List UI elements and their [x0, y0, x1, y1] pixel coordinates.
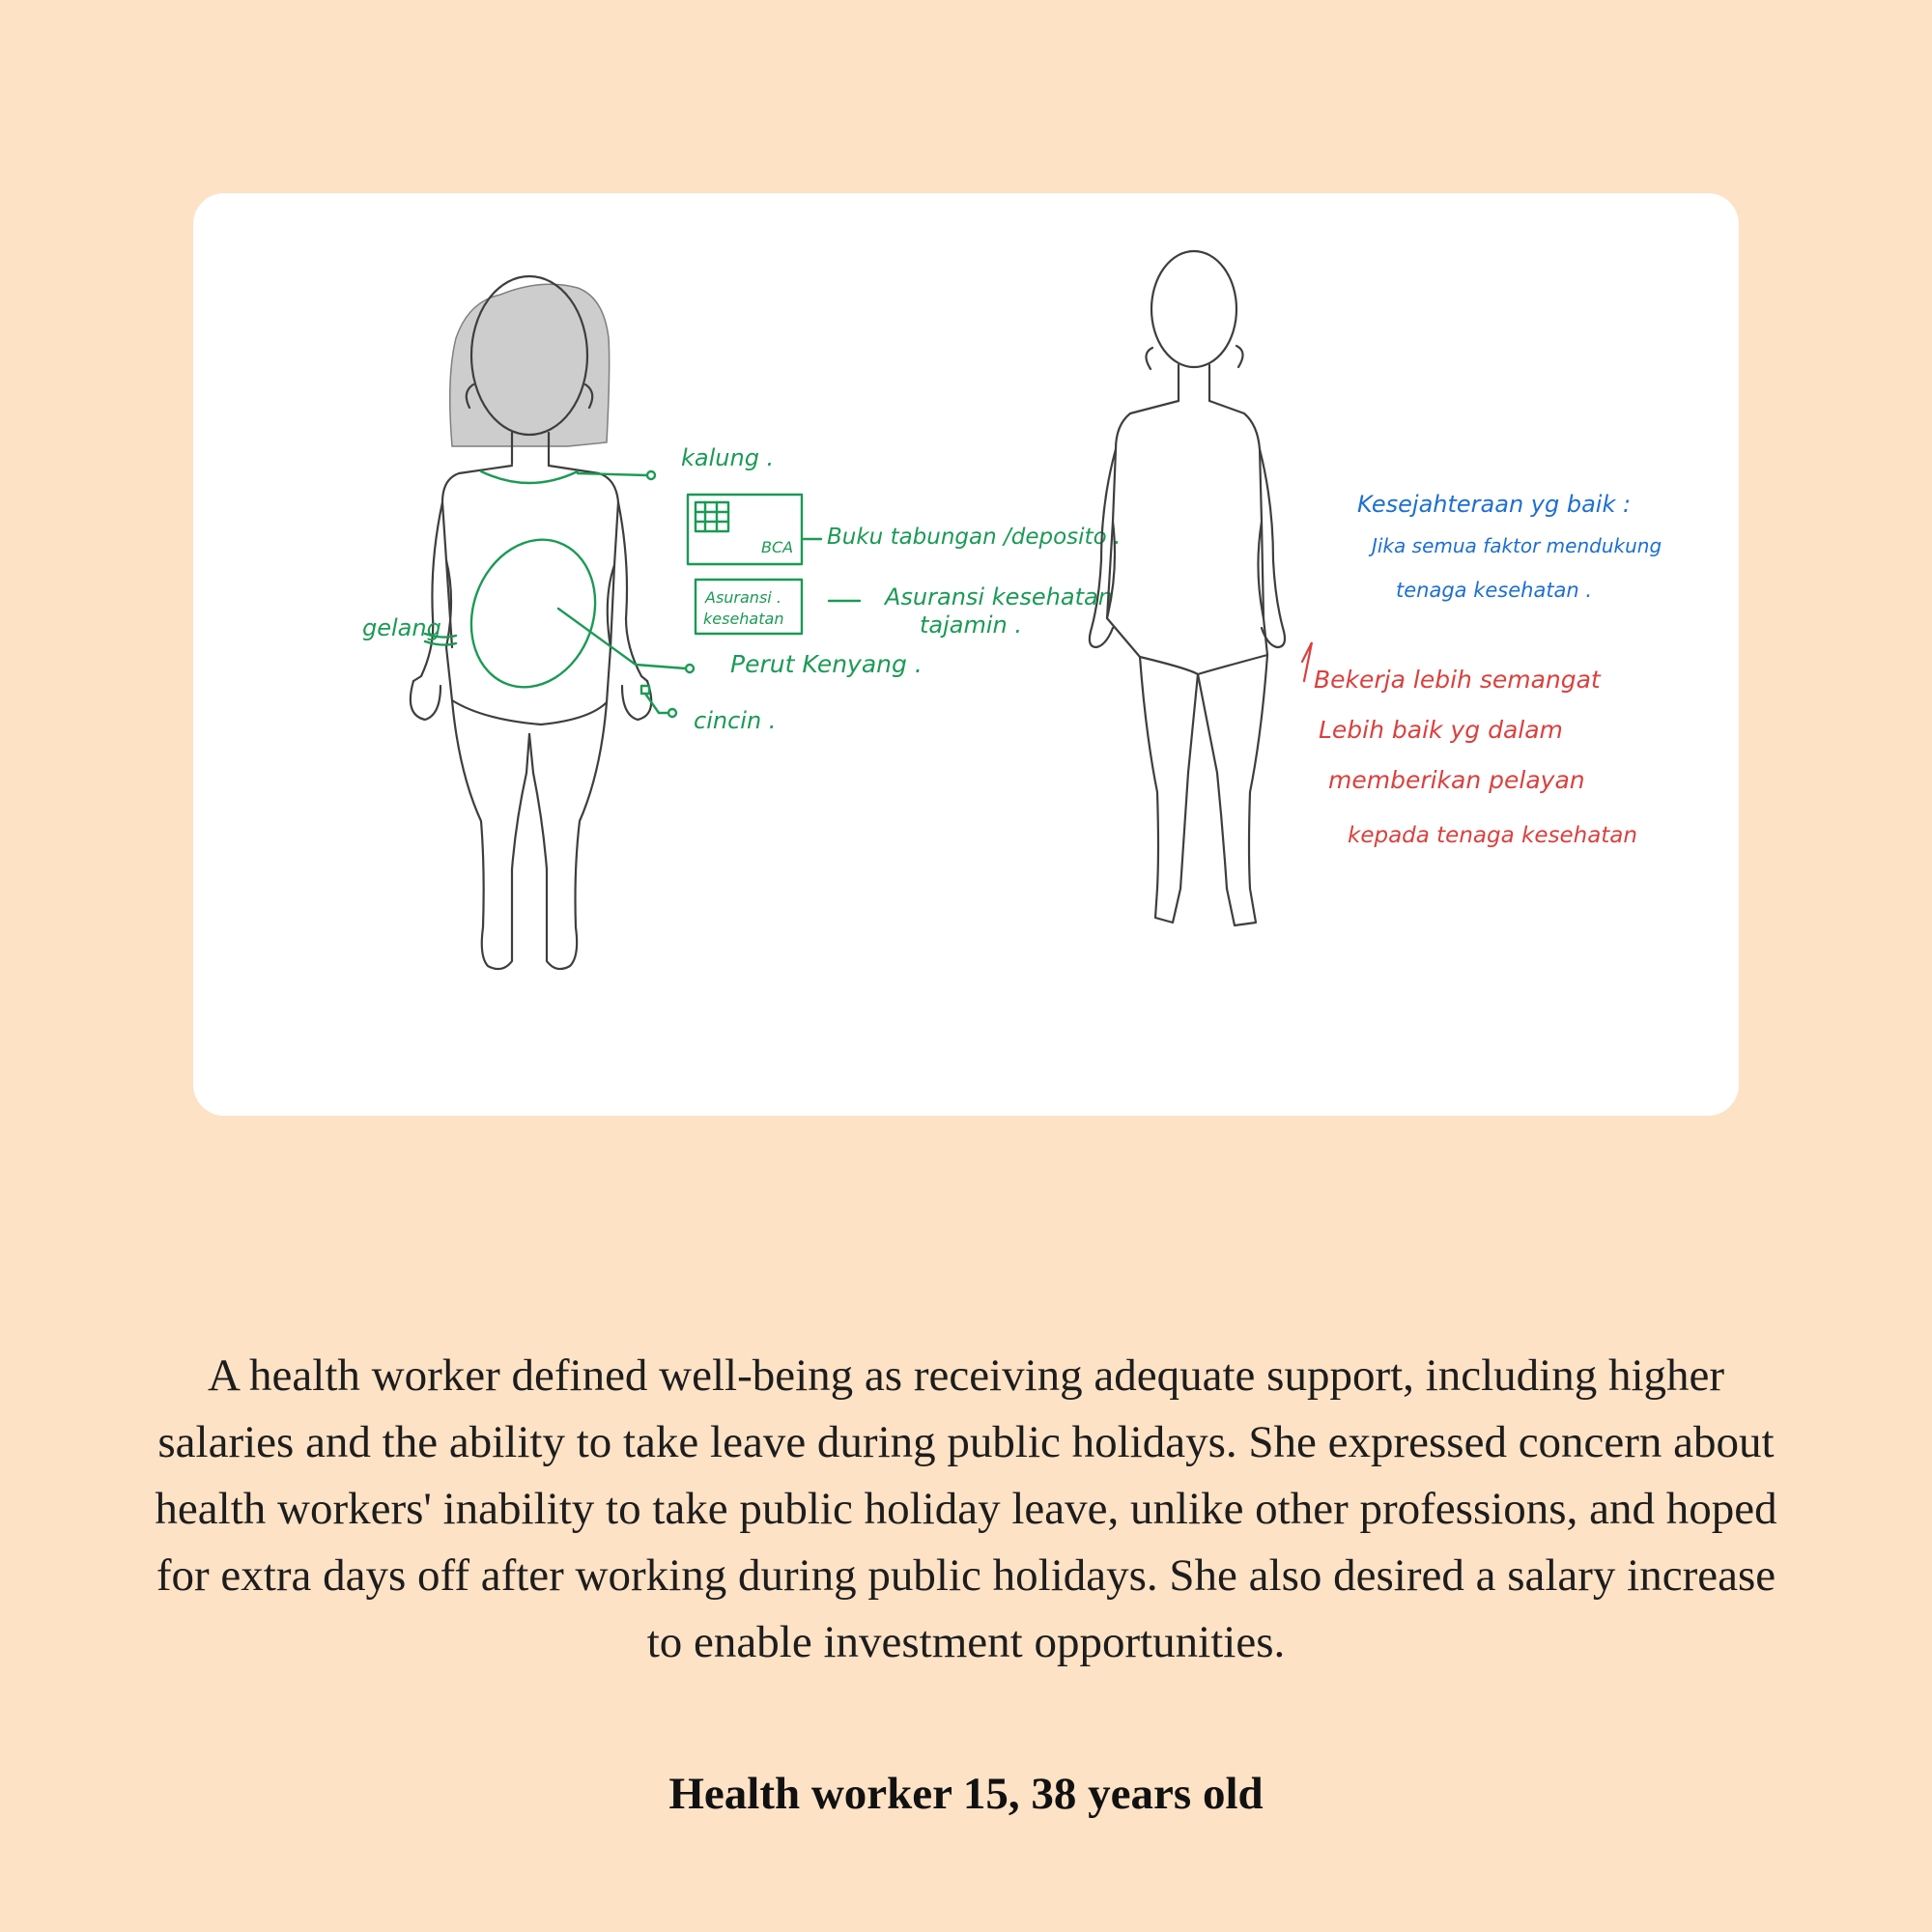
blue-note-line-3: tenaga kesehatan .	[1396, 579, 1593, 602]
red-note-line-3: memberikan pelayan	[1328, 766, 1585, 794]
attribution: Health worker 15, 38 years old	[668, 1769, 1264, 1819]
label-bank-card: BCA	[761, 538, 794, 556]
label-insurance-card-2: kesehatan	[703, 610, 784, 628]
blue-note-line-1: Kesejahteraan yg baik :	[1357, 491, 1632, 518]
caption-text: A health worker defined well-being as receiving adequate support, including higher salaries and the ability to take leave during public holidays. She expressed concern about health workers' inability to take public holiday leave, unlike other professions, and hoped for extra days off after working during public holidays. She also desired a salary increase to enable investment opportunities.	[155, 1350, 1777, 1667]
male-notes-red	[1302, 642, 1637, 848]
female-hair	[450, 284, 610, 446]
female-torso	[442, 466, 618, 724]
label-bracelet: gelang	[362, 614, 441, 641]
label-insurance: Asuransi kesehatan	[885, 583, 1113, 611]
male-torso	[1107, 401, 1267, 674]
label-savings-book: Buku tabungan /deposito .	[827, 525, 1122, 550]
label-insurance-2: tajamin .	[920, 611, 1023, 639]
red-note-line-4: kepada tenaga kesehatan	[1348, 823, 1637, 848]
label-stomach: Perut Kenyang .	[730, 650, 923, 678]
stomach-circle	[451, 522, 615, 704]
drawing-card	[193, 193, 1739, 1116]
label-ring: cincin .	[694, 707, 777, 734]
blue-note-line-2: Jika semua faktor mendukung	[1372, 534, 1662, 557]
body-map-drawing	[193, 193, 1739, 1116]
male-head	[1151, 251, 1236, 367]
female-figure	[411, 276, 651, 969]
red-note-line-1: Bekerja lebih semangat	[1314, 666, 1601, 694]
female-annotations	[362, 444, 1121, 734]
male-notes-blue	[1357, 491, 1662, 602]
label-necklace: kalung .	[681, 444, 775, 471]
label-insurance-card-1: Asuransi .	[705, 588, 781, 607]
red-note-line-2: Lebih baik yg dalam	[1319, 716, 1563, 744]
male-figure	[1090, 251, 1285, 925]
